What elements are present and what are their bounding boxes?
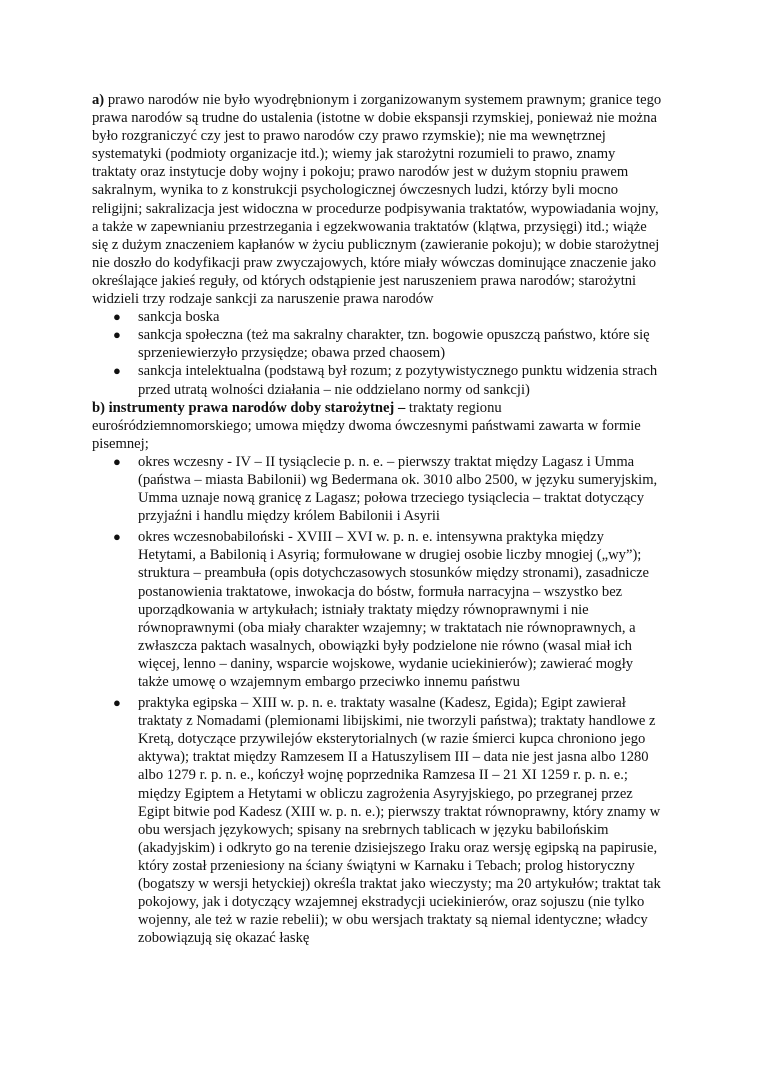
bullet-icon: ●	[113, 363, 121, 379]
section-b-paragraph	[92, 399, 662, 453]
bullet-icon: ●	[113, 327, 121, 343]
section-b-periods-list	[92, 453, 662, 948]
list-item	[92, 308, 662, 326]
bullet-icon: ●	[113, 529, 121, 545]
section-b-label: b) instrumenty prawa narodów doby starożytnej –	[92, 399, 406, 416]
section-a-label: a)	[92, 92, 105, 108]
list-item	[92, 453, 662, 525]
list-item-text: sankcja intelektualna (podstawą był rozum; z pozytywistycznego punktu widzenia strach przed utratą wolności działania – nie oddzielano normy od sankcji)	[138, 363, 658, 398]
section-b-text: traktaty regionu eurośródziemnomorskiego; umowa między dwoma ówczesnymi państwami zawarta w formie pisemnej;	[92, 399, 641, 452]
list-item	[92, 326, 662, 362]
list-item-text: okres wczesnobabiloński - XVIII – XVI w. p. n. e. intensywna praktyka między Hetytami, a Babilonią i Asyrią; formułowane w drugiej osobie liczby mnogiej („wy”); struktura – preambuła (opis dotychczasowych stosunków między stronami), zasadnicze postanowienia traktatowe, inwokacja do bóstw, formuła narracyjna – wszystko bez uporządkowania w artykułach; istniały traktaty między równoprawnymi i nie równoprawnymi (oba miały charakter wzajemny; w traktatach nie równoprawnych, a zwłaszcza paktach wasalnych, obowiązki były podzielone nie równo (wasal miał ich więcej, lenno – daniny, wsparcie wojskowe, wydanie uciekinierów); zawierać mogły także umowę o wzajemnym embargo przeciwko innemu państwu	[138, 529, 650, 690]
list-item	[92, 528, 662, 691]
list-item-text: okres wczesny - IV – II tysiąclecie p. n. e. – pierwszy traktat między Lagasz i Umma (państwa – miasta Babilonii) wg Bedermana ok. 3010 albo 2500, w języku sumeryjskim, Umma uznaje nową granicę z Lagasz; połowa trzeciego tysiąclecia – traktat dotyczący przyjaźni i handlu między królem Babilonii i Asyrii	[138, 453, 658, 525]
list-item-text: sankcja boska	[138, 309, 220, 326]
section-a-text: prawo narodów nie było wyodrębnionym i zorganizowanym systemem prawnym; granice tego prawa narodów są trudne do ustalenia (istotne w dobie ekspansji rzymskiej, ponieważ nie można było rozgraniczyć czy jest to prawo narodów czy prawo rzymskie); nie ma wewnętrznej systematyki (podmioty organizacje itd.); wiemy jak starożytni rozumieli to prawo, znamy traktaty oraz instytucje doby wojny i pokoju; prawo narodów jest w dużym stopniu prawem sakralnym, wynika to z konstrukcji psychologicznej ówczesnych ludzi, którzy byli mocno religijni; sakralizacja jest widoczna w procedurze podpisywania traktatów, wypowiadania wojny, a także w zapewnianiu przestrzegania i egzekwowania traktatów (klątwa, przysięgi) itd.; wiąże się z dużym znaczeniem kapłanów w życiu publicznym (zawieranie pokoju); w dobie starożytnej nie doszło do kodyfikacji praw zwyczajowych, które miały wówczas dominujące znaczenie jako określające jakieś reguły, od których odstąpienie jest naruszeniem prawa narodów; starożytni widzieli trzy rodzaje sankcji za naruszenie prawa narodów	[92, 92, 662, 308]
list-item-text: sankcja społeczna (też ma sakralny charakter, tzn. bogowie opuszczą państwo, które się sprzeniewierzyło przysiędze; obawa przed chaosem)	[138, 327, 650, 362]
bullet-icon: ●	[113, 309, 121, 325]
list-item-text: praktyka egipska – XIII w. p. n. e. traktaty wasalne (Kadesz, Egida); Egipt zawierał traktaty z Nomadami (plemionami libijskimi, nie tworzyli państwa); traktaty handlowe z Kretą, dotyczące przywilejów eksterytorialnych (w razie śmierci kupca chroniono jego aktywa); traktat między Ramzesem II a Hatuszylisem III – data nie jest jasna albo 1280 albo 1279 r. p. n. e., kończył wojnę poprzednika Ramzesa II – 21 XI 1259 r. p. n. e.; między Egiptem a Hetytami w obliczu zagrożenia Asyryjskiego, po przegranej przez Egipt bitwie pod Kadesz (XIII w. p. n. e.); pierwszy traktat równoprawny, który znamy w obu wersjach językowych; spisany na srebrnych tablicach w języku babilońskim (akadyjskim) i odkryto go na terenie dzisiejszego Iraku oraz wersję egipską na papirusie, który został przeniesiony na ściany świątyni w Karnaku i Tebach; prolog historyczny (bogatszy w wersji hetyckiej) określa traktat jako wieczysty; ma 20 artykułów; traktat tak pokojowy, jak i dotyczący wzajemnej ekstradycji uciekinierów, oraz sojuszu (nie tylko wojenny, ale też w razie rebelii); w obu wersjach traktaty są niemal identyczne; władcy zobowiązują się okazać łaskę	[138, 695, 661, 947]
section-a-sanctions-list	[92, 308, 662, 398]
section-a-paragraph	[92, 91, 662, 308]
list-item	[92, 694, 662, 947]
list-item	[92, 362, 662, 398]
bullet-icon: ●	[113, 695, 121, 711]
bullet-icon: ●	[113, 453, 121, 469]
document-page	[92, 91, 662, 947]
